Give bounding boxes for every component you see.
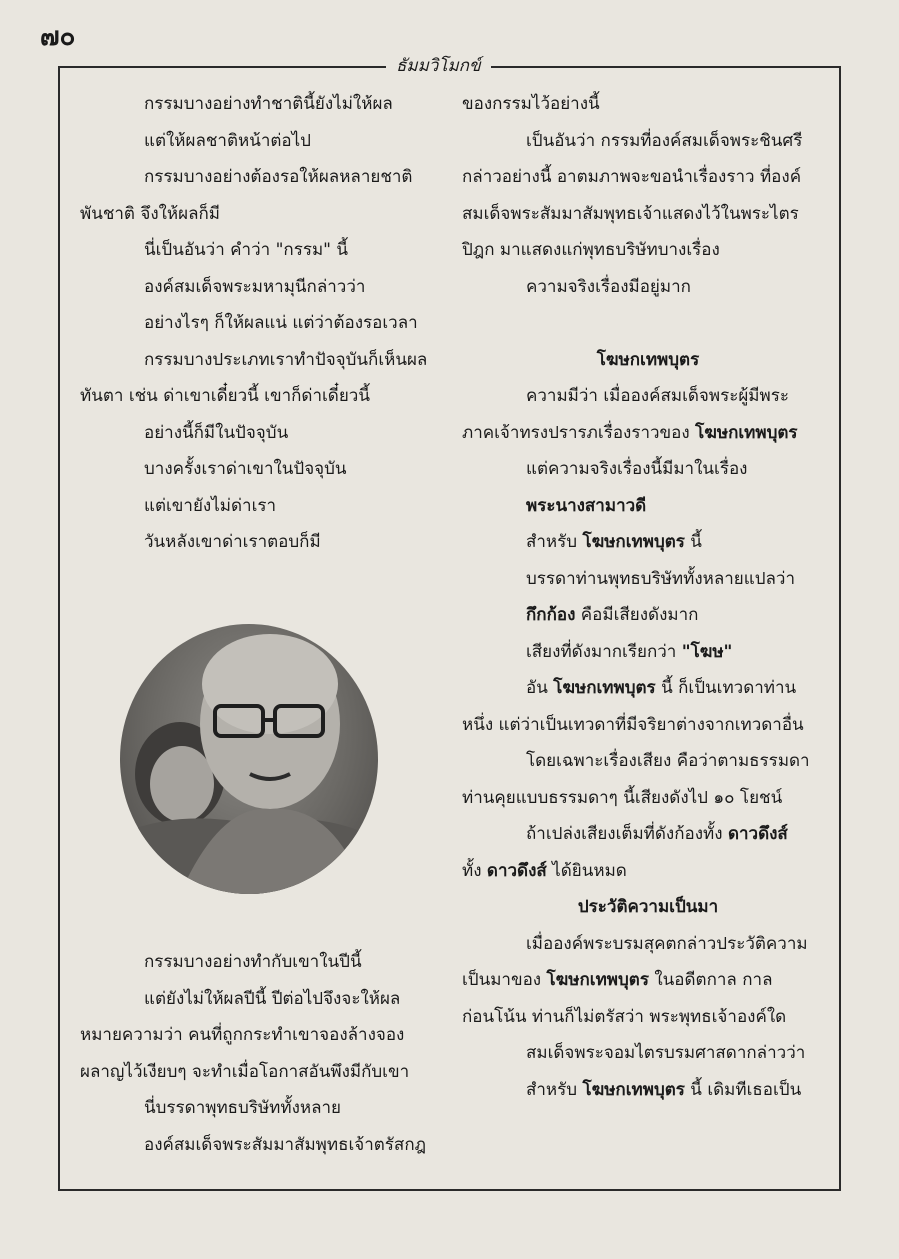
- right-column: [462, 86, 834, 1108]
- page-number: ๗๐: [40, 22, 76, 52]
- text-line: กรรมบางอย่างต้องรอให้ผลหลายชาติ: [144, 167, 413, 187]
- text-line: แต่เขายังไม่ด่าเรา: [144, 495, 277, 516]
- section-heading: โฆษกเทพบุตร: [596, 349, 700, 370]
- text-segment: นี้ เดิมทีเธอเป็น: [684, 1079, 802, 1100]
- text-line: [462, 196, 834, 233]
- text-line: [462, 232, 834, 269]
- bold-term: โฆษกเทพบุตร: [582, 532, 685, 552]
- text-line: กรรมบางอย่างทำชาตินี้ยังไม่ให้ผล: [144, 94, 393, 114]
- text-line: [462, 597, 834, 634]
- text-line: [462, 561, 834, 598]
- section-heading: ประวัติความเป็นมา: [577, 897, 719, 917]
- text-segment: อัน: [526, 678, 554, 698]
- text-line: วันหลังเขาด่าเราตอบก็มี: [144, 532, 321, 552]
- text-line: [462, 378, 834, 415]
- text-segment: บรรดาท่านพุทธบริษัททั้งหลายแปลว่า: [526, 568, 796, 589]
- text-segment: ทั้ง: [462, 860, 487, 881]
- text-line: กรรมบางประเภทเราทำปัจจุบันก็เห็นผล: [144, 349, 428, 370]
- text-line: [462, 524, 834, 561]
- bold-term: โฆษกเทพบุตร: [546, 970, 649, 990]
- text-line: แต่ยังไม่ให้ผลปีนี้ ปีต่อไปจึงจะให้ผล: [144, 988, 401, 1009]
- text-line: ผลาญไว้เงียบๆ จะทำเมื่อโอกาสอันพึงมีกับเขา: [80, 1061, 410, 1082]
- text-segment: ปิฎก มาแสดงแก่พุทธบริษัทบางเรื่อง: [462, 240, 720, 260]
- text-line: [462, 159, 834, 196]
- text-line: [462, 86, 834, 123]
- text-line: นี่เป็นอันว่า คำว่า "กรรม" นี้: [144, 240, 349, 260]
- bold-term: โฆษกเทพบุตร: [582, 1079, 685, 1100]
- text-line: นี่บรรดาพุทธบริษัททั้งหลาย: [144, 1098, 342, 1118]
- text-segment: ในอดีตกาล กาล: [648, 970, 773, 990]
- monk-portrait-photo: [120, 624, 378, 894]
- text-segment: เสียงที่ดังมากเรียกว่า: [526, 641, 682, 662]
- text-segment: สำหรับ: [526, 1079, 583, 1100]
- text-line: [462, 1035, 834, 1072]
- text-line: [462, 962, 834, 999]
- text-segment: แต่ความจริงเรื่องนี้มีมาในเรื่อง: [526, 459, 748, 479]
- text-segment: ภาคเจ้าทรงปรารภเรื่องราวของ: [462, 422, 696, 443]
- bold-term: "โฆษ": [681, 641, 733, 662]
- text-line: [462, 780, 834, 817]
- text-segment: เป็นอันว่า กรรมที่องค์สมเด็จพระชินศรี: [526, 130, 803, 151]
- text-line: อย่างนี้ก็มีในปัจจุบัน: [144, 422, 289, 443]
- bold-term: โฆษกเทพบุตร: [553, 678, 656, 698]
- text-segment: ท่านคุยแบบธรรมดาๆ นี้เสียงดังไป ๑๐ โยชน์: [462, 787, 783, 808]
- text-segment: กล่าวอย่างนี้ อาตมภาพจะขอนำเรื่องราว ที่องค์: [462, 167, 802, 187]
- text-segment: เมื่อองค์พระบรมสุคตกล่าวประวัติความ: [526, 933, 808, 954]
- text-line: [462, 816, 834, 853]
- text-line: [462, 999, 834, 1036]
- monk-portrait-illustration: [120, 624, 378, 894]
- bold-term: โฆษกเทพบุตร: [695, 422, 798, 443]
- bold-term: กึกก้อง: [526, 605, 576, 625]
- left-column-bottom: [80, 944, 442, 1163]
- text-line: [462, 451, 834, 488]
- text-line: [462, 305, 834, 342]
- text-segment: นี้: [684, 532, 702, 552]
- text-line: [462, 707, 834, 744]
- text-segment: ก่อนโน้น ท่านก็ไม่ตรัสว่า พระพุทธเจ้าองค์ใด: [462, 1006, 787, 1027]
- text-segment: ได้ยินหมด: [546, 860, 627, 881]
- text-line: [462, 670, 834, 707]
- text-segment: สมเด็จพระสัมมาสัมพุทธเจ้าแสดงไว้ในพระไตร: [462, 203, 799, 224]
- text-segment: สำหรับ: [526, 532, 583, 552]
- text-line: บางครั้งเราด่าเขาในปัจจุบัน: [144, 459, 347, 479]
- text-segment: เป็นมาของ: [462, 970, 547, 990]
- text-segment: ของกรรมไว้อย่างนี้: [462, 94, 600, 114]
- text-line: [462, 415, 834, 452]
- text-line: องค์สมเด็จพระสัมมาสัมพุทธเจ้าตรัสกฎ: [144, 1134, 427, 1155]
- text-line: [462, 123, 834, 160]
- text-line: ทันตา เช่น ด่าเขาเดี๋ยวนี้ เขาก็ด่าเดี๋ยวนี้: [80, 386, 370, 406]
- text-line: [462, 269, 834, 306]
- text-line: องค์สมเด็จพระมหามุนีกล่าวว่า: [144, 276, 366, 297]
- text-line: [462, 1072, 834, 1109]
- bold-term: ดาวดึงส์: [727, 824, 788, 844]
- text-line: หมายความว่า คนที่ถูกกระทำเขาจองล้างจอง: [80, 1025, 405, 1045]
- bold-term: ดาวดึงส์: [486, 860, 547, 881]
- text-segment: นี้ ก็เป็นเทวดาท่าน: [655, 678, 797, 698]
- text-segment: ความมีว่า เมื่อองค์สมเด็จพระผู้มีพระ: [526, 386, 789, 406]
- text-line: กรรมบางอย่างทำกับเขาในปีนี้: [144, 952, 362, 972]
- text-segment: ความจริงเรื่องมีอยู่มาก: [526, 276, 691, 297]
- text-segment: โดยเฉพาะเรื่องเสียง คือว่าตามธรรมดา: [526, 751, 810, 771]
- text-segment: ถ้าเปล่งเสียงเต็มที่ดังก้องทั้ง: [526, 824, 728, 844]
- text-line: [462, 634, 834, 671]
- bold-term: พระนางสามาวดี: [526, 495, 647, 516]
- left-column-top: [80, 86, 442, 561]
- text-line: แต่ให้ผลชาติหน้าต่อไป: [144, 130, 311, 151]
- text-line: อย่างไรๆ ก็ให้ผลแน่ แต่ว่าต้องรอเวลา: [144, 313, 418, 333]
- text-segment: หนึ่ง แต่ว่าเป็นเทวดาที่มีจริยาต่างจากเทวดาอื่น: [462, 714, 804, 735]
- text-line: [462, 926, 834, 963]
- running-head: ธัมมวิโมกข์: [386, 52, 491, 79]
- text-line: [462, 743, 834, 780]
- text-segment: คือมีเสียงดังมาก: [575, 605, 699, 625]
- text-line: พันชาติ จึงให้ผลก็มี: [80, 203, 221, 224]
- text-segment: สมเด็จพระจอมไตรบรมศาสดากล่าวว่า: [526, 1043, 806, 1063]
- text-line: [462, 853, 834, 890]
- text-line: [462, 488, 834, 525]
